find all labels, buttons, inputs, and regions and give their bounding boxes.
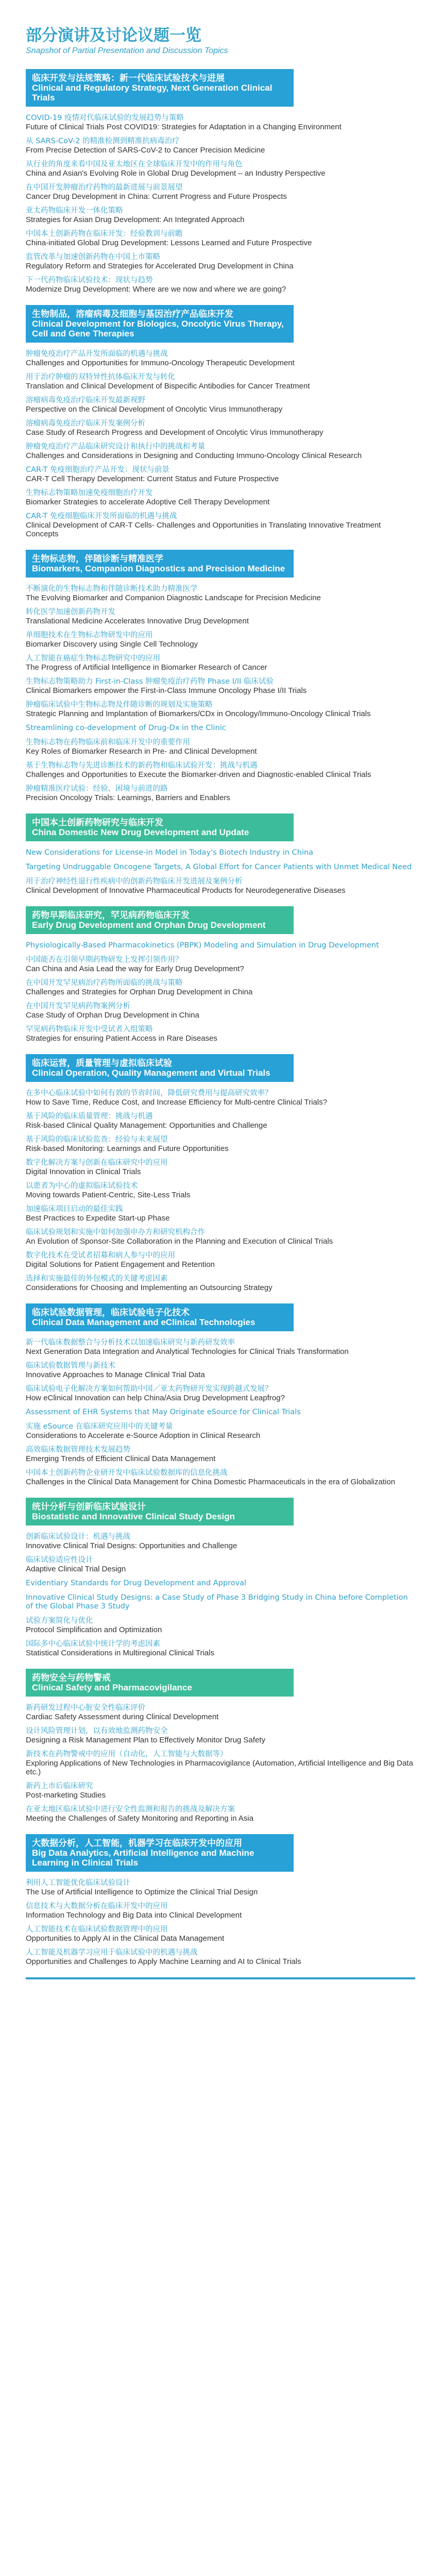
topic-title-zh: 肿瘤精准医疗试验：经验、困境与前进的路	[26, 785, 168, 793]
topic-title-en: Challenges and Opportunities for Immuno-Oncology Therapeutic Development	[26, 359, 295, 367]
topic-item	[26, 1228, 415, 1246]
topic-title-zh: 人工智能在癌症生物标志物研究中的应用	[26, 654, 160, 663]
topic-title-zh: 临床试验电子化解决方案如何帮助中国／亚太药物研开发实现跨越式发展？	[26, 1385, 273, 1393]
topic-title-zh: 人工智能技术在临床试验数据管理中的应用	[26, 1925, 168, 1934]
topic-title-zh: 试验方案简化与优化	[26, 1617, 93, 1625]
topic-sections	[26, 69, 415, 1966]
topic-title-zh: 创新临床试验设计：机遇与挑战	[26, 1533, 130, 1541]
topic-title-zh: 临床试验数据管理与新技术	[26, 1362, 115, 1370]
topic-list	[26, 1533, 415, 1657]
topic-title-zh: Targeting Undruggable Oncogene Targets, A Global Effort for Cancer Patients with Unmet Medical Need	[26, 863, 412, 871]
topic-item	[26, 941, 415, 950]
topic-title-en: Statistical Considerations in Multiregional Clinical Trials	[26, 1649, 214, 1657]
topic-title-en: Future of Clinical Trials Post COVID19: Strategies for Adaptation in a Changing Environment	[26, 123, 342, 131]
section-banner	[26, 1498, 294, 1526]
topic-title-zh: 设计风险管理计划，以有效地监测药物安全	[26, 1727, 168, 1735]
topic-title-en: Biomarker Discovery using Single Cell Technology	[26, 640, 198, 649]
section-title-en: Clinical Operation, Quality Management and Virtual Trials	[32, 1068, 270, 1078]
topic-title-zh: 罕见病药物临床开发中受试者入组策略	[26, 1025, 153, 1033]
topic-item	[26, 1879, 415, 1896]
topic-item	[26, 1446, 415, 1463]
topic-title-zh: 溶瘤病毒免疫治疗临床开发案例分析	[26, 419, 145, 428]
section-banner	[26, 69, 294, 107]
section-banner	[26, 305, 294, 343]
topic-title-en: Risk-based Monitoring: Learnings and Future Opportunities	[26, 1144, 229, 1153]
section-title-zh: 生物标志物，伴随诊断与精准医学	[32, 554, 163, 564]
topic-title-en: Strategies for Asian Drug Development: An Integrated Approach	[26, 215, 245, 224]
section-title-en: Clinical Safety and Pharmacovigilance	[32, 1683, 192, 1692]
topic-title-zh: 利用人工智能优化临床试验设计	[26, 1879, 130, 1887]
topic-item	[26, 585, 415, 602]
topic-title-en: How eClinical Innovation can help China/Asia Drug Development Leapfrog?	[26, 1394, 285, 1402]
topic-title-zh: 以患者为中心的虚拟临床试验技术	[26, 1182, 138, 1190]
topic-title-en: Considerations for Choosing and Implementing an Outsourcing Strategy	[26, 1283, 273, 1292]
topic-item	[26, 677, 415, 695]
topic-item	[26, 419, 415, 437]
footer-bar	[26, 1977, 415, 1979]
section-title-zh: 临床运营，质量管理与虚拟临床试验	[32, 1058, 172, 1068]
topic-section	[26, 1303, 415, 1486]
section-title-zh: 中国本土创新药物研究与临床开发	[32, 818, 163, 827]
topic-title-zh: 加速临床项目启动的最佳实践	[26, 1205, 123, 1213]
topic-title-en: Challenges and Strategies for Orphan Drug Development in China	[26, 988, 253, 996]
topic-item	[26, 979, 415, 996]
section-title-en: Biomarkers, Companion Diagnostics and Precision Medicine	[32, 564, 285, 573]
topic-title-en: Precision Oncology Trials: Learnings, Barriers and Enablers	[26, 793, 230, 802]
section-banner	[26, 1669, 294, 1697]
topic-item	[26, 1704, 415, 1721]
topic-title-en: Regulatory Reform and Strategies for Accelerated Drug Development in China	[26, 262, 294, 270]
topic-item	[26, 114, 415, 131]
topic-title-zh: 单细胞技术在生物标志物研发中的应用	[26, 631, 153, 639]
section-banner-text	[32, 309, 287, 338]
section-title-zh: 临床试验数据管理，临床试验电子化技术	[32, 1308, 190, 1317]
topic-section	[26, 305, 415, 538]
topic-item	[26, 1948, 415, 1966]
topic-item	[26, 1385, 415, 1402]
topic-title-en: Challenges in the Clinical Data Management for China Domestic Pharmaceuticals in the era of Globalization	[26, 1478, 396, 1486]
topic-list	[26, 585, 415, 802]
topic-item	[26, 489, 415, 506]
topic-title-zh: Physiologically-Based Pharmacokinetics (PBPK) Modeling and Simulation in Drug Development	[26, 941, 379, 950]
section-title-en: Early Drug Development and Orphan Drug Development	[32, 920, 266, 930]
topic-title-en: Case Study of Orphan Drug Development in China	[26, 1011, 199, 1020]
topic-list	[26, 1704, 415, 1823]
topic-title-zh: 监管改革与加速创新药物在中国上市策略	[26, 253, 160, 261]
topic-title-en: Digital Innovation in Clinical Trials	[26, 1167, 141, 1176]
topic-list	[26, 114, 415, 294]
topic-title-en: Clinical Biomarkers empower the First-in-Class Immune Oncology Phase I/II Trials	[26, 686, 307, 695]
topic-title-zh: 从 SARS-CoV-2 的精准检测到精准抗病毒治疗	[26, 137, 180, 145]
topic-title-zh: 肿瘤免疫治疗产品开发所面临的机遇与挑战	[26, 350, 168, 358]
topic-item	[26, 1182, 415, 1199]
topic-list	[26, 350, 415, 538]
topic-title-en: Can China and Asia Lead the way for Early Drug Development?	[26, 964, 244, 973]
topic-item	[26, 1362, 415, 1379]
topic-title-zh: 新药上市后临床研究	[26, 1782, 93, 1790]
topic-title-en: Adaptive Clinical Trial Design	[26, 1565, 126, 1573]
topic-item	[26, 207, 415, 224]
section-banner	[26, 550, 294, 578]
topic-section	[26, 906, 415, 1043]
section-title-zh: 统计分析与创新临床试验设计	[32, 1502, 146, 1512]
topic-item	[26, 1089, 415, 1107]
topic-title-en: From Precise Detection of SARS-CoV-2 to Cancer Precision Medicine	[26, 146, 265, 155]
page-title: 部分演讲及讨论议题一览	[26, 26, 201, 45]
topic-item	[26, 396, 415, 414]
topic-item	[26, 373, 415, 391]
topic-item	[26, 160, 415, 178]
topic-title-en: Best Practices to Expedite Start-up Phase	[26, 1214, 170, 1223]
topic-item	[26, 608, 415, 625]
topic-title-zh: 中国能否在引领早期药物研发上发挥引领作用？	[26, 956, 183, 964]
topic-item	[26, 1902, 415, 1920]
section-title-zh: 药物安全与药物警戒	[32, 1673, 111, 1683]
topic-list	[26, 849, 415, 895]
topic-title-en: Meeting the Challenges of Safety Monitoring and Reporting in Asia	[26, 1814, 253, 1823]
topic-item	[26, 1727, 415, 1744]
topic-title-en: Challenges and Considerations in Designing and Conducting Immuno-Oncology Clinical Research	[26, 451, 362, 460]
section-title-en: Clinical and Regulatory Strategy, Next Generation Clinical Trials	[32, 83, 273, 103]
topic-title-en: Protocol Simplification and Optimization	[26, 1625, 162, 1634]
topic-title-zh: 转化医学加速创新药物开发	[26, 608, 115, 616]
topic-title-en: Considerations to Accelerate e-Source Adoption in Clinical Research	[26, 1431, 261, 1440]
section-banner-text	[32, 1502, 235, 1521]
section-title-en: China Domestic New Drug Development and Update	[32, 827, 249, 837]
topic-item	[26, 137, 415, 155]
topic-item	[26, 849, 415, 857]
topic-title-zh: 在中国开发罕见病治疗药物所面临的挑战与策略	[26, 979, 183, 987]
topic-item	[26, 1275, 415, 1292]
topic-title-en: Perspective on the Clinical Development of Oncolytic Virus Immunotherapy	[26, 405, 283, 414]
topic-title-en: Innovative Clinical Trial Designs: Opportunities and Challenge	[26, 1541, 238, 1550]
topic-title-zh: 不断演化的生物标志物和伴随诊断技术助力精准医学	[26, 585, 198, 593]
section-banner	[26, 1303, 294, 1331]
section-title-zh: 临床开发与法规策略：新一代临床试验技术与进展	[32, 73, 225, 83]
topic-title-en: Strategies for ensuring Patient Access in Rare Diseases	[26, 1034, 217, 1043]
topic-title-en: Case Study of Research Progress and Development of Oncolytic Virus Immunotherapy	[26, 428, 324, 437]
section-banner	[26, 906, 294, 934]
section-banner	[26, 1834, 294, 1872]
topic-title-zh: 高效临床数据管理技术发展趋势	[26, 1446, 130, 1454]
topic-item	[26, 183, 415, 201]
topic-title-zh: 基于风险的临床质量管理：挑战与机遇	[26, 1112, 153, 1121]
topic-item	[26, 956, 415, 973]
topic-title-zh: CAR-T 免疫细胞治疗产品开发：现状与前景	[26, 466, 169, 474]
topic-title-zh: 亚太药物临床开发一体化策略	[26, 207, 123, 215]
topic-title-zh: 选择和实施最佳的外包模式的关键考虑因素	[26, 1275, 168, 1283]
topic-title-zh: Assessment of EHR Systems that May Originate eSource for Clinical Trials	[26, 1408, 301, 1416]
topic-title-en: Key Roles of Biomarker Research in Pre- and Clinical Development	[26, 747, 257, 756]
topic-title-zh: 实施 eSource 在临床研究应用中的关键考量	[26, 1422, 173, 1431]
topic-title-en: CAR-T Cell Therapy Development: Current Status and Future Prospective	[26, 474, 279, 483]
topic-title-en: Biomarker Strategies to accelerate Adoptive Cell Therapy Development	[26, 498, 270, 506]
topic-item	[26, 1925, 415, 1943]
topic-title-en: Opportunities to Apply AI in the Clinical Data Management	[26, 1934, 225, 1943]
topic-title-en: Cardiac Safety Assessment during Clinical Development	[26, 1713, 219, 1721]
topic-title-zh: New Considerations for License-in Model in Today's Biotech Industry in China	[26, 849, 313, 857]
topic-list	[26, 941, 415, 1043]
topic-item	[26, 1408, 415, 1417]
section-banner-text	[32, 1673, 192, 1692]
topic-title-en: Cancer Drug Development in China: Current Progress and Future Prospects	[26, 192, 287, 201]
topic-title-zh: 中国本土创新药物在临床开发：经验教训与前瞻	[26, 230, 183, 238]
topic-item	[26, 1805, 415, 1823]
topic-title-zh: 用于治疗肿瘤的双特异性抗体临床开发与转化	[26, 373, 175, 381]
topic-item	[26, 761, 415, 779]
page-subtitle: Snapshot of Partial Presentation and Discussion Topics	[26, 46, 228, 55]
topic-item	[26, 785, 415, 802]
topic-item	[26, 1556, 415, 1573]
topic-title-en: Challenges and Opportunities to Execute the Biomarker-driven and Diagnostic-enabled Clinical Trials	[26, 770, 371, 779]
topic-title-zh: 生物标志物策略加速免疫细胞治疗开发	[26, 489, 153, 497]
topic-title-en: Strategic Planning and Implantation of Biomarkers/CDx in Oncology/Immuno-Oncology Clinical Trials	[26, 709, 371, 718]
topic-title-en: Post-marketing Studies	[26, 1791, 106, 1800]
topic-item	[26, 1338, 415, 1356]
section-title-zh: 生物制品，溶瘤病毒及细胞与基因治疗产品临床开发	[32, 309, 233, 319]
topic-title-en: Modernize Drug Development: Where are we now and where we are going?	[26, 285, 286, 294]
topic-item	[26, 1205, 415, 1223]
topic-section	[26, 1054, 415, 1292]
topic-title-en: Designing a Risk Management Plan to Effectively Monitor Drug Safety	[26, 1736, 265, 1744]
topic-item	[26, 701, 415, 718]
topic-item	[26, 1594, 415, 1611]
section-title-en: Biostatistic and Innovative Clinical Study Design	[32, 1512, 235, 1521]
topic-title-zh: 生物标志物策略助力 First-in-Class 肿瘤免疫治疗药物 Phase I/II 临床试验	[26, 677, 274, 686]
topic-item	[26, 1251, 415, 1269]
topic-title-en: China-initiated Global Drug Development: Lessons Learned and Future Prospective	[26, 239, 312, 247]
topic-title-en: China and Asian's Evolving Role in Global Drug Development – an Industry Perspective	[26, 169, 326, 178]
topic-item	[26, 1112, 415, 1130]
topic-title-en: Opportunities and Challenges to Apply Machine Learning and AI to Clinical Trials	[26, 1957, 301, 1966]
topic-item	[26, 738, 415, 756]
topic-title-zh: 用于治疗神经性退行性疾病中的创新药物临床开发进展及案例分析	[26, 877, 243, 886]
topic-item	[26, 1469, 415, 1486]
topic-title-zh: 生物标志物在药物临床前和临床开发中的重要作用	[26, 738, 190, 747]
topic-title-en: Moving towards Patient-Centric, Site-Less Trials	[26, 1191, 191, 1199]
topic-item	[26, 863, 415, 872]
topic-item	[26, 230, 415, 247]
topic-title-zh: 肿瘤临床试验中生物标志物及伴随诊断的规划及实施策略	[26, 701, 213, 709]
topic-title-zh: CAR-T 免疫细胞临床开发所面临的机遇与挑战	[26, 512, 177, 520]
section-title-zh: 药物早期临床研究，罕见病药物临床开发	[32, 910, 190, 920]
section-banner-text	[32, 73, 287, 103]
topic-item	[26, 466, 415, 483]
topic-item	[26, 1159, 415, 1176]
section-title-en: Clinical Data Management and eClinical Technologies	[32, 1317, 256, 1327]
section-banner-text	[32, 1838, 287, 1868]
topic-title-zh: 基于生物标志物与先进诊断技术的新药物和临床试验开发：挑战与机遇	[26, 761, 258, 770]
topic-title-en: Digital Solutions for Patient Engagement and Retention	[26, 1260, 215, 1269]
section-banner-text	[32, 554, 285, 573]
topic-title-zh: 中国本土创新药物企业研开发中临床试验数据库的信息化挑战	[26, 1469, 228, 1477]
topic-section	[26, 1834, 415, 1966]
section-banner-text	[32, 818, 249, 837]
topic-title-en: Exploring Applications of New Technologies in Pharmacovigilance (Automation, Artificial Intelligence and Big Data etc.)	[26, 1759, 413, 1776]
topic-item	[26, 276, 415, 294]
topic-item	[26, 1617, 415, 1634]
topic-title-zh: 新一代临床数据整合与分析技术以加速临床研究与新药研发效率	[26, 1338, 235, 1347]
section-banner-text	[32, 910, 265, 930]
topic-title-zh: 数字化解决方案与创新在临床研究中的应用	[26, 1159, 168, 1167]
topic-title-en: Translation and Clinical Development of Bispecific Antibodies for Cancer Treatment	[26, 382, 310, 391]
topic-title-zh: 在中国开发罕见病药物案例分析	[26, 1002, 130, 1010]
topic-list	[26, 1089, 415, 1292]
topic-item	[26, 1579, 415, 1588]
topic-section	[26, 69, 415, 294]
topic-title-zh: 从行业的角度来看中国及亚太地区在全球临床开发中的作用与角色	[26, 160, 243, 168]
topic-item	[26, 1750, 415, 1776]
topic-item	[26, 1640, 415, 1657]
topic-item	[26, 350, 415, 367]
topic-title-zh: 在中国开发肿瘤治疗药物的最新进展与前景展望	[26, 183, 183, 192]
topic-item	[26, 1782, 415, 1800]
topic-title-zh: 人工智能及机器学习应用于临床试验中的机遇与挑战	[26, 1948, 198, 1957]
topic-section	[26, 550, 415, 802]
topic-title-zh: 新技术在药物警戒中的应用（自动化，人工智能与大数据等）	[26, 1750, 228, 1758]
topic-section	[26, 814, 415, 895]
topic-item	[26, 631, 415, 649]
topic-section	[26, 1498, 415, 1657]
topic-title-en: Risk-based Clinical Quality Management: Opportunities and Challenge	[26, 1121, 267, 1130]
topic-item	[26, 443, 415, 460]
topic-title-en: The Progress of Artificial Intelligence in Biomarker Research of Cancer	[26, 663, 267, 672]
topic-list	[26, 1338, 415, 1486]
topic-title-en: Next Generation Data Integration and Analytical Technologies for Clinical Trials Transformation	[26, 1347, 349, 1356]
topic-title-zh: 数字化技术在受试者招募和病人参与中的应用	[26, 1251, 175, 1260]
topic-title-zh: 溶瘤病毒免疫治疗临床开发最新视野	[26, 396, 145, 404]
topic-title-zh: 肿瘤免疫治疗产品临床研究设计和执行中的挑战和考量	[26, 443, 205, 451]
topic-section	[26, 1669, 415, 1823]
section-title-zh: 大数据分析，人工智能，机器学习在临床开发中的应用	[32, 1838, 242, 1848]
topic-title-zh: 临床试验规划和实施中如何加强申办方和研究机构合作	[26, 1228, 205, 1236]
topic-item	[26, 512, 415, 538]
section-banner-text	[32, 1058, 270, 1078]
section-banner	[26, 1054, 294, 1082]
topic-item	[26, 877, 415, 895]
topic-title-en: An Evolution of Sponsor-Site Collaboration in the Planning and Execution of Clinical Trials	[26, 1237, 333, 1246]
section-title-en: Clinical Development for Biologics, Oncolytic Virus Therapy, Cell and Gene Therapies	[32, 319, 284, 338]
topic-title-zh: 国际多中心临床试验中统计学的考虑因素	[26, 1640, 160, 1648]
topic-title-zh: COVID-19 疫情对代临床试验的发展趋势与策略	[26, 114, 184, 122]
topic-title-en: Translational Medicine Accelerates Innovative Drug Development	[26, 617, 249, 625]
topic-title-en: Emerging Trends of Efficient Clinical Data Management	[26, 1454, 216, 1463]
topic-title-zh: Streamlining co-development of Drug-Dx in the Clinic	[26, 724, 226, 732]
topic-title-en: Clinical Development of CAR-T Cells- Challenges and Opportunities in Translating Innovative Treatment Concepts	[26, 521, 381, 538]
topic-title-zh: 信息技术与大数据分析在临床开发中的应用	[26, 1902, 168, 1910]
topic-item	[26, 654, 415, 672]
topic-title-en: Information Technology and Big Data into Clinical Development	[26, 1911, 242, 1920]
topic-title-zh: 基于风险的临床试验监查：经验与未来展望	[26, 1136, 168, 1144]
topic-title-zh: 临床试验适应性设计	[26, 1556, 93, 1564]
topic-title-en: Innovative Approaches to Manage Clinical Trial Data	[26, 1370, 205, 1379]
topic-list	[26, 1879, 415, 1966]
topic-title-zh: 在亚太地区临床试验中进行安全性监测和报告的挑战及解决方案	[26, 1805, 235, 1814]
topic-item	[26, 253, 415, 270]
topic-title-en: The Use of Artificial Intelligence to Optimize the Clinical Trial Design	[26, 1888, 258, 1896]
topic-title-en: Clinical Development of Innovative Pharmaceutical Products for Neurodegenerative Diseases	[26, 886, 346, 895]
topic-item	[26, 1002, 415, 1020]
topic-title-zh: 下一代药物临床试验技术：现状与趋势	[26, 276, 153, 284]
topic-item	[26, 1422, 415, 1440]
topic-item	[26, 1533, 415, 1550]
section-banner	[26, 814, 294, 841]
topic-title-zh: 在多中心临床试验中如何有效的节省时间，降低研究费用与提高研究效率？	[26, 1089, 273, 1097]
topic-title-en: How to Save Time, Reduce Cost, and Increase Efficiency for Multi-centre Clinical Trials?	[26, 1098, 327, 1107]
topic-item	[26, 724, 415, 733]
section-title-en: Big Data Analytics, Artificial Intelligence and Machine Learning in Clinical Trials	[32, 1848, 255, 1868]
topic-title-zh: Evidentiary Standards for Drug Development and Approval	[26, 1579, 247, 1587]
topic-item	[26, 1025, 415, 1043]
topic-title-zh: Innovative Clinical Study Designs: a Case Study of Phase 3 Bridging Study in China before Completion of the Global Phase 3 Study	[26, 1594, 408, 1611]
section-banner-text	[32, 1308, 255, 1327]
topic-item	[26, 1136, 415, 1153]
topic-title-en: The Evolving Biomarker and Companion Diagnostic Landscape for Precision Medicine	[26, 594, 321, 602]
topic-title-zh: 新药研发过程中心脏安全性临床评价	[26, 1704, 145, 1712]
